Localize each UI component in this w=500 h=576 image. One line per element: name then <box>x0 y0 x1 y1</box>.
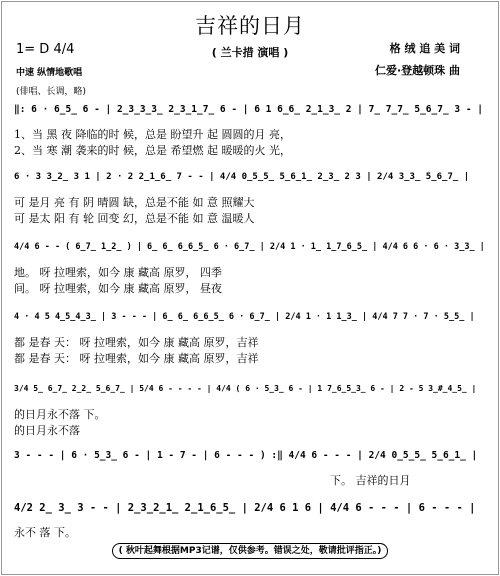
notation-line-6: 3 - - - | 6 · 5̲3̲ 6 - | 1 - 7 - | 6 - - - ) :‖ 4/4 6 - - - | 2/4 0̲5̲5̲ 5̲6̲1̲ | <box>14 450 478 461</box>
lyric-line-6: 下。 吉祥的日月 <box>330 474 411 487</box>
footer-note-text: ( 秋叶起舞根据MP3记谱，仅供参考。错误之处，敬请批评指正。) <box>112 543 389 559</box>
notation-line-5: 3/4 5̲ 6̲7̲ 2̲2̲ 5̲6̲7̲ | 5/4 6 - - - - | 4/4 ( 6 · 5̲3̲ 6 - | 1 7̲6̲5̲3̲ 6 - | 2 - 5 3̲#̲4̲5̲ | <box>14 384 477 393</box>
song-title: 吉祥的日月 <box>195 14 305 38</box>
lyric-line-1-verse-1: 1、当 黑 夜 降临的时 候，总是 盼望升 起 圆圆的月 亮， <box>14 128 291 141</box>
lyric-line-3-verse-1: 地。 呀 拉哩索，如今 康 藏高 原罗， 四季 <box>14 266 222 279</box>
lyric-line-7: 永不 落 下。 <box>14 526 76 539</box>
lyricist-credit: 格 绒 追 美 词 <box>389 42 460 55</box>
singer-credit: ( 兰卡措 演唱 ) <box>211 46 289 59</box>
notation-line-4: 4 · 4 5 4̲5̲4̲3̲ | 3 - - - | 6̲ 6̲ 6̲6̲5̲ 6 · 6̲7̲ | 2/4 1 · 1 1̲3̲ | 4/4 7 7 · 7 · 5̲5̲ | <box>14 312 475 322</box>
lyric-line-3-verse-2: 间。 呀 拉哩索，如今 康 藏高 原罗， 昼夜 <box>14 282 222 295</box>
lyric-line-1-verse-2: 2、当 寒 潮 袭来的时 候，总是 希望燃 起 暖暖的火 光， <box>14 144 291 157</box>
lyric-line-4-verse-2: 都 是春 天： 呀 拉哩索，如今 康 藏高 原罗，吉祥 <box>14 352 259 365</box>
tempo-marking: 中速 纵情地歌唱 <box>16 68 83 78</box>
lyric-line-5-verse-2: 的日月永不落 <box>14 424 80 437</box>
lyric-line-5-verse-1: 的日月永不落 下。 <box>14 408 106 421</box>
footer-note <box>0 543 500 556</box>
lyric-line-2-verse-2: 可 是太 阳 有 轮 回变 幻，总是不能 如 意 温暖人 <box>14 212 255 225</box>
notation-line-3: 4/4 6 - - ( 6̲7̲ 1̲2̲ ) | 6̲ 6̲ 6̲6̲5̲ 6 · 6̲7̲ | 2/4 1 · 1̲ 1̲7̲6̲5̲ | 4/4 6 6 · 6 · 3̲3̲ | <box>14 242 485 252</box>
notation-line-1: ‖: 6 · 6̲5̲ 6 - | 2̲3̲3̲3̲ 2̲3̲1̲7̲ 6 - | 6 1 6̲6̲ 2̲1̲3̲ 2 | 7̲ 7̲7̲ 5̲6̲7̲ 3 - | <box>14 104 483 115</box>
composer-credit: 仁爱·登越顿珠 曲 <box>374 64 460 77</box>
performance-note: (俳唱、长调，略) <box>16 87 87 97</box>
notation-line-2: 6 · 3 3̲2̲ 3 1 | 2 · 2 2̲1̲6̲ 7 - - | 4/4 0̲5̲5̲ 5̲6̲1̲ 2̲3̲ 2 3 | 2/4 3̲3̲ 5̲6̲7̲ | <box>14 172 470 182</box>
lyric-line-2-verse-1: 可 是月 亮 有 阴 晴圆 缺，总是不能 如 意 照耀大 <box>14 196 255 209</box>
notation-line-7: 4/2 2̲ 3̲ 3 - - | 2̲3̲2̲1̲ 2̲1̲6̲5̲ | 2/4 6 1 6 | 4/4 6 - - - | 6 - - - | <box>14 502 476 514</box>
lyric-line-4-verse-1: 都 是春 天： 呀 拉哩索，如今 康 藏高 原罗，吉祥 <box>14 336 259 349</box>
key-signature: 1= D 4/4 <box>16 42 75 57</box>
